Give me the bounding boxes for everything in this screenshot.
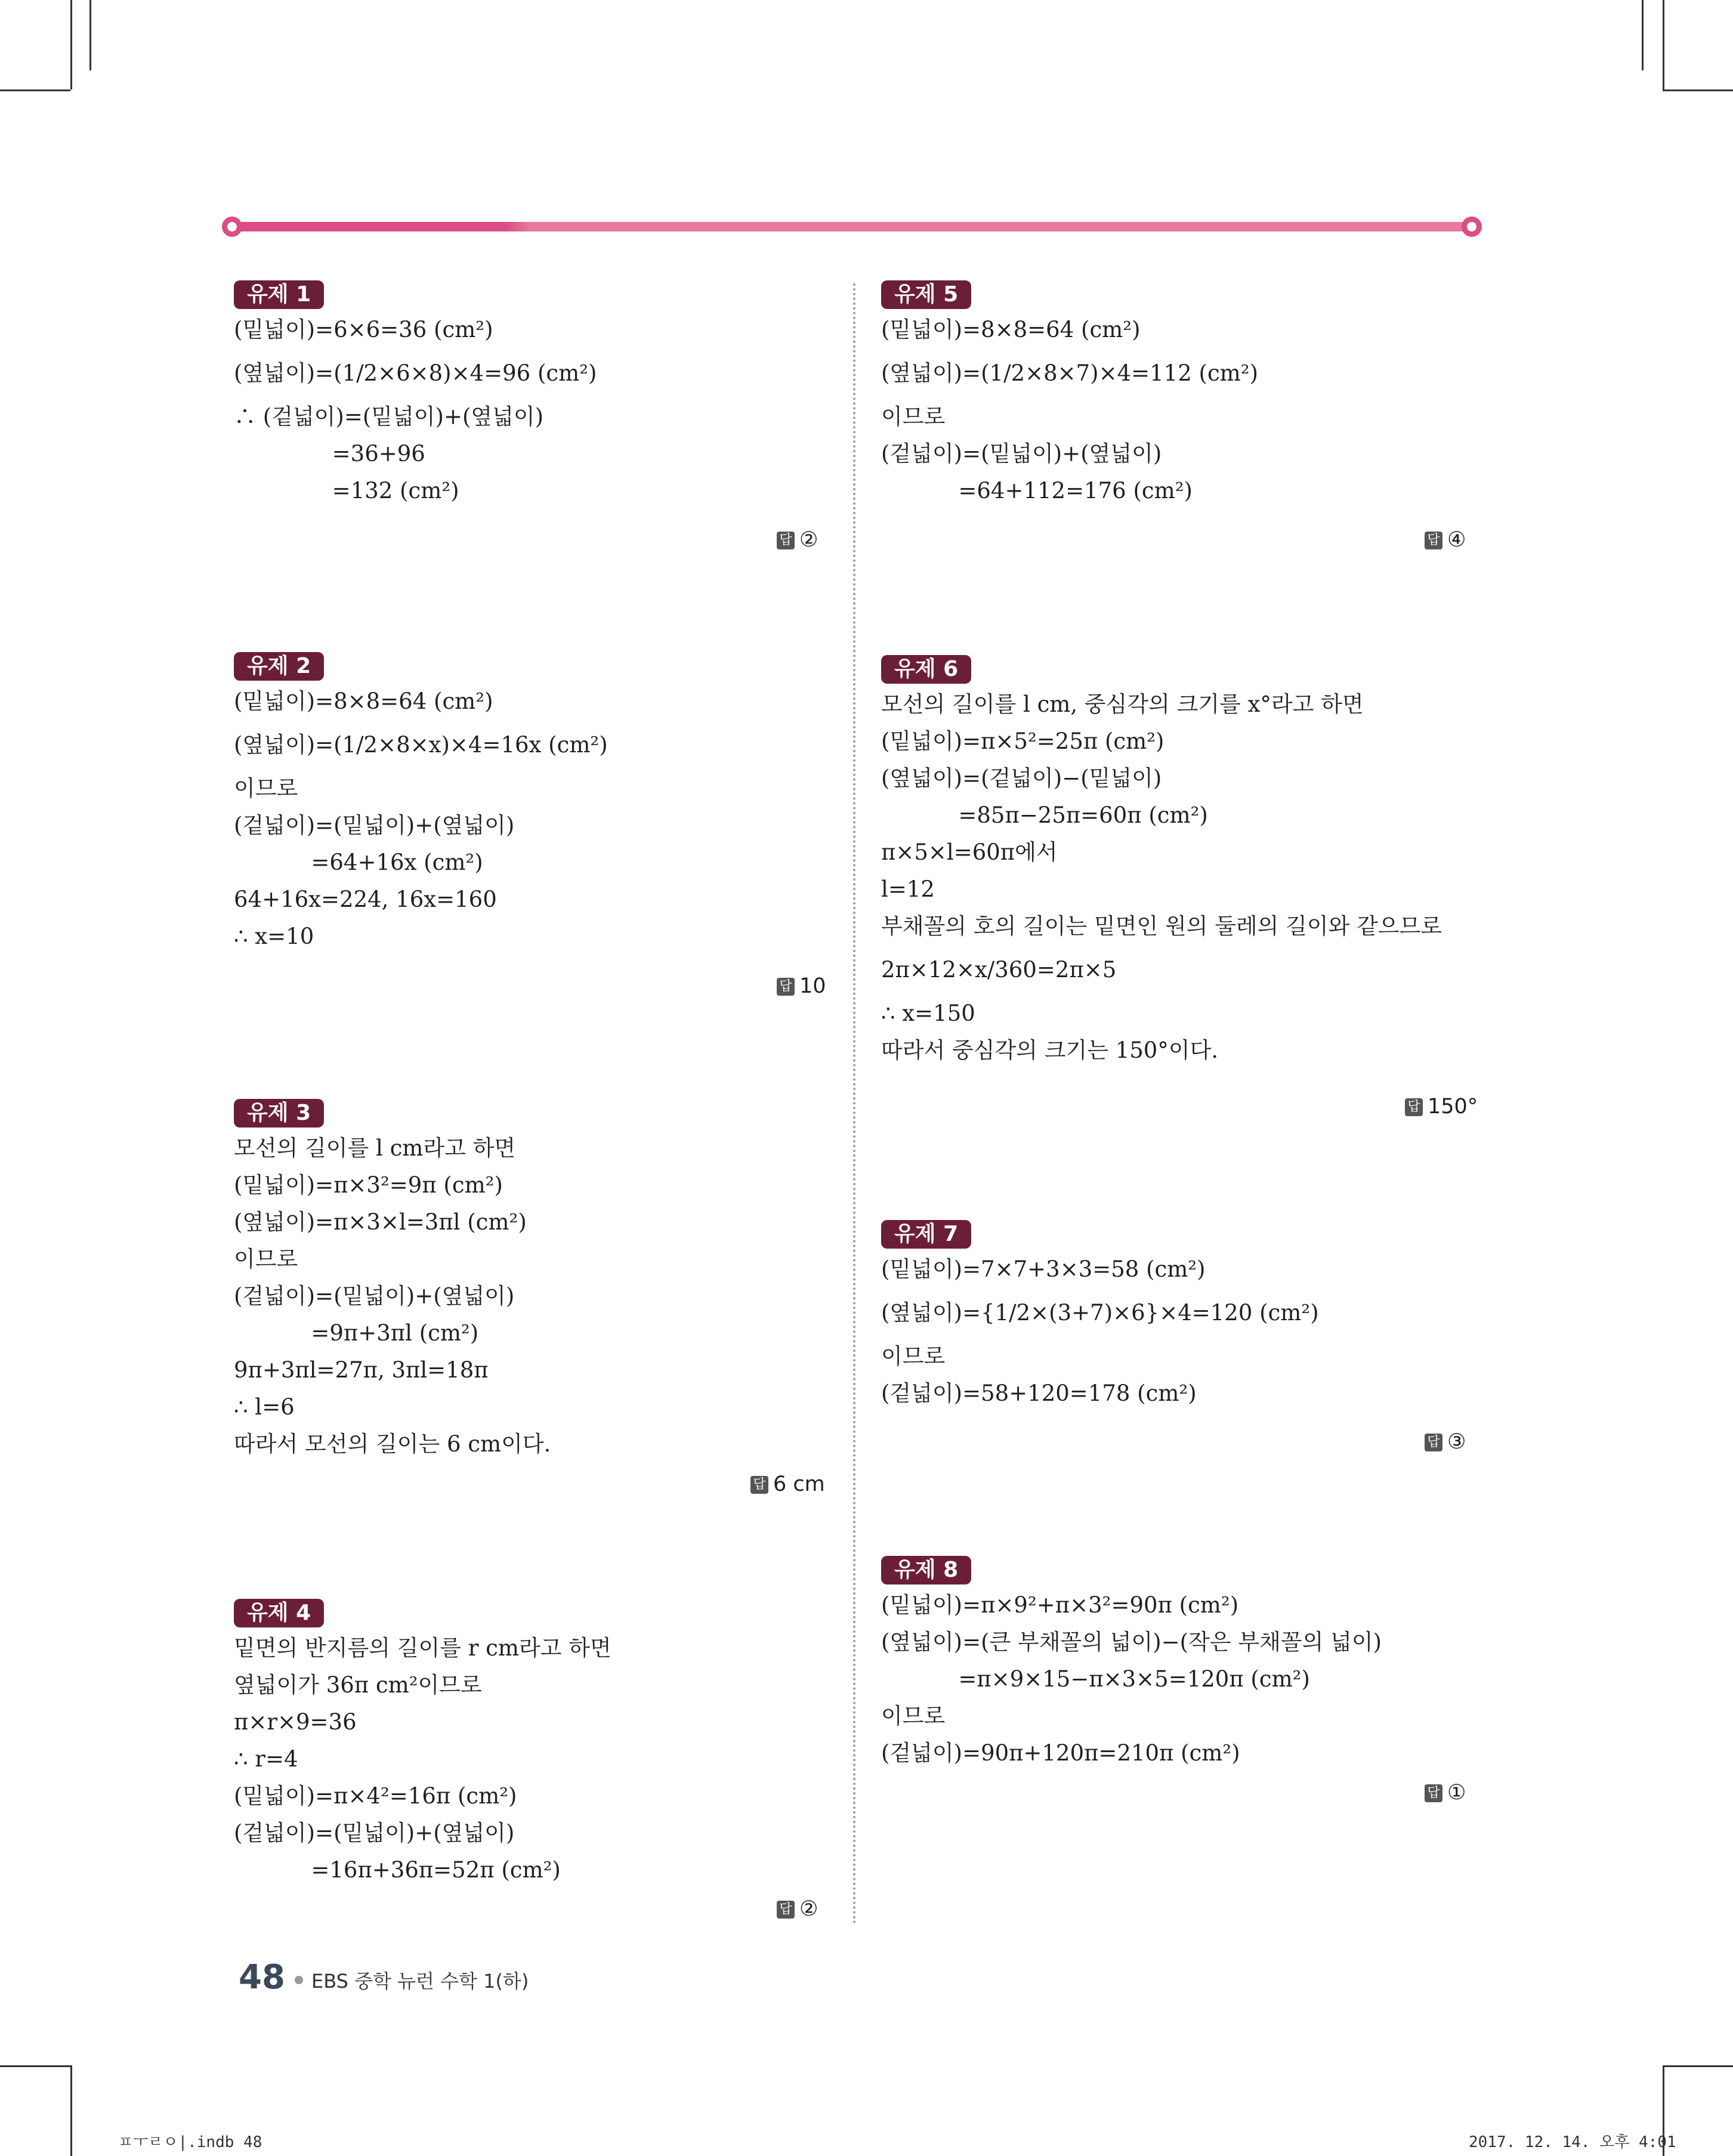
solution-line: ∴ r=4 xyxy=(234,1746,298,1772)
problem-tag: 유제 6 xyxy=(881,655,971,684)
answer xyxy=(777,974,826,998)
solution-line: 64+16x=224, 16x=160 xyxy=(234,887,497,912)
answer-mark-icon: 답 xyxy=(1425,1434,1442,1451)
solution-line: =16π+36π=52π (cm²) xyxy=(234,1857,561,1883)
answer-mark-icon: 답 xyxy=(750,1476,768,1494)
solution-line: =64+112=176 (cm²) xyxy=(881,478,1193,504)
crop-mark xyxy=(70,2065,72,2156)
solution-line: 이므로 xyxy=(234,1246,298,1272)
solution-line: (옆넓이)=(큰 부채꼴의 넓이)−(작은 부채꼴의 넓이) xyxy=(881,1629,1382,1655)
answer-value: ③ xyxy=(1447,1430,1466,1454)
header-bar xyxy=(231,222,1478,231)
solution-line: 2π×12×x/360=2π×5 xyxy=(881,957,1117,983)
answer xyxy=(1405,1095,1478,1119)
answer-value: 6 cm xyxy=(773,1472,825,1496)
print-file-info: ㅍㅜㄹㅇ|.indb 48 xyxy=(118,2133,262,2151)
solution-line: 이므로 xyxy=(881,1703,946,1729)
solution-line: 모선의 길이를 l cm라고 하면 xyxy=(234,1135,516,1161)
solution-line: (옆넓이)=(1/2×6×8)×4=96 (cm²) xyxy=(234,360,597,386)
book-title: EBS 중학 뉴런 수학 1(하) xyxy=(311,1970,529,1993)
solution-line: 이므로 xyxy=(234,776,298,801)
solution-line: 모선의 길이를 l cm, 중심각의 크기를 x°라고 하면 xyxy=(881,691,1364,717)
crop-mark xyxy=(1663,0,1664,89)
problem-tag: 유제 1 xyxy=(234,280,324,309)
crop-mark xyxy=(1642,0,1644,70)
solution-line: (밑넓이)=7×7+3×3=58 (cm²) xyxy=(881,1256,1206,1282)
solution-line: 밑면의 반지름의 길이를 r cm라고 하면 xyxy=(234,1635,611,1661)
problem-2 xyxy=(234,652,608,955)
problem-tag: 유제 8 xyxy=(881,1556,971,1584)
solution-line: (옆넓이)=(1/2×8×7)×4=112 (cm²) xyxy=(881,360,1259,386)
solution-line: ∴ x=150 xyxy=(881,1000,975,1026)
solution-line: 부채꼴의 호의 길이는 밑면인 원의 둘레의 길이와 같으므로 xyxy=(881,913,1442,939)
solution-line: (겉넓이)=58+120=178 (cm²) xyxy=(881,1380,1197,1406)
solution-line: (밑넓이)=8×8=64 (cm²) xyxy=(234,688,493,714)
problem-3 xyxy=(234,1099,551,1463)
answer-value: ② xyxy=(799,528,818,552)
solution-line: π×5×l=60π에서 xyxy=(881,839,1058,865)
problem-1 xyxy=(234,280,597,509)
solution-line: (밑넓이)=π×3²=9π (cm²) xyxy=(234,1172,503,1198)
solution-line: (밑넓이)=8×8=64 (cm²) xyxy=(881,317,1141,342)
problem-6 xyxy=(881,655,1442,1069)
answer-value: 10 xyxy=(799,974,826,998)
solution-line: 이므로 xyxy=(881,404,946,430)
solution-line: (밑넓이)=π×5²=25π (cm²) xyxy=(881,728,1164,754)
problem-7 xyxy=(881,1220,1319,1412)
answer xyxy=(777,528,818,552)
solution-line: (밑넓이)=π×9²+π×3²=90π (cm²) xyxy=(881,1592,1239,1618)
solution-line: =132 (cm²) xyxy=(234,478,459,504)
solution-line: 이므로 xyxy=(881,1343,946,1369)
crop-mark xyxy=(70,0,72,89)
problem-tag: 유제 5 xyxy=(881,280,971,309)
solution-line: ∴ l=6 xyxy=(234,1394,295,1420)
crop-mark xyxy=(0,89,70,91)
problem-tag: 유제 7 xyxy=(881,1220,971,1249)
answer xyxy=(1425,1430,1466,1454)
problem-tag: 유제 3 xyxy=(234,1099,324,1128)
solution-line: (겉넓이)=90π+120π=210π (cm²) xyxy=(881,1740,1240,1766)
solution-line: 따라서 모선의 길이는 6 cm이다. xyxy=(234,1431,551,1457)
problem-4 xyxy=(234,1599,611,1889)
crop-mark xyxy=(1663,89,1733,91)
solution-line: (겉넓이)=(밑넓이)+(옆넓이) xyxy=(234,1820,515,1846)
answer-mark-icon: 답 xyxy=(1425,1784,1442,1802)
solution-line: (옆넓이)=π×3×l=3πl (cm²) xyxy=(234,1209,527,1235)
solution-line: 9π+3πl=27π, 3πl=18π xyxy=(234,1357,489,1383)
header-bar-end-right xyxy=(1462,217,1482,237)
answer-value: ② xyxy=(799,1897,818,1921)
answer-mark-icon: 답 xyxy=(1425,532,1442,549)
crop-mark xyxy=(89,0,91,70)
solution-line: =π×9×15−π×3×5=120π (cm²) xyxy=(881,1666,1310,1692)
solution-line: (옆넓이)=(겉넓이)−(밑넓이) xyxy=(881,765,1162,791)
solution-line: 옆넓이가 36π cm²이므로 xyxy=(234,1672,482,1698)
solution-line: =9π+3πl (cm²) xyxy=(234,1320,479,1346)
answer-value: ① xyxy=(1447,1781,1466,1805)
solution-line: (옆넓이)={1/2×(3+7)×6}×4=120 (cm²) xyxy=(881,1300,1319,1326)
solution-line: ∴ (겉넓이)=(밑넓이)+(옆넓이) xyxy=(234,404,544,430)
column-divider xyxy=(853,283,855,1925)
print-date-info: 2017. 12. 14. 오후 4:01 xyxy=(1469,2133,1676,2151)
problem-tag: 유제 2 xyxy=(234,652,324,681)
solution-line: (겉넓이)=(밑넓이)+(옆넓이) xyxy=(881,441,1162,467)
answer-mark-icon: 답 xyxy=(777,532,795,549)
problem-5 xyxy=(881,280,1258,509)
answer xyxy=(1425,528,1466,552)
solution-line: =64+16x (cm²) xyxy=(234,850,483,875)
problem-8 xyxy=(881,1556,1382,1772)
answer xyxy=(777,1897,818,1921)
solution-line: ∴ x=10 xyxy=(234,923,314,949)
solution-line: =85π−25π=60π (cm²) xyxy=(881,802,1208,828)
answer-mark-icon: 답 xyxy=(777,1901,795,1919)
solution-line: (옆넓이)=(1/2×8×x)×4=16x (cm²) xyxy=(234,732,608,758)
answer-value: 150° xyxy=(1428,1095,1478,1119)
answer-value: ④ xyxy=(1447,528,1466,552)
solution-line: =36+96 xyxy=(234,441,425,467)
header-bar-end-left xyxy=(222,217,242,237)
bullet-icon xyxy=(295,1976,303,1984)
crop-mark xyxy=(1663,2065,1733,2067)
solution-line: 따라서 중심각의 크기는 150°이다. xyxy=(881,1037,1219,1063)
solution-line: π×r×9=36 xyxy=(234,1709,357,1735)
crop-mark xyxy=(0,2065,70,2067)
answer xyxy=(750,1472,825,1496)
solution-line: l=12 xyxy=(881,876,935,902)
solution-line: (밑넓이)=π×4²=16π (cm²) xyxy=(234,1783,517,1809)
answer xyxy=(1425,1781,1466,1805)
solution-line: (겉넓이)=(밑넓이)+(옆넓이) xyxy=(234,1283,515,1309)
answer-mark-icon: 답 xyxy=(777,978,795,996)
problem-tag: 유제 4 xyxy=(234,1599,324,1627)
solution-line: (밑넓이)=6×6=36 (cm²) xyxy=(234,317,493,342)
answer-mark-icon: 답 xyxy=(1405,1098,1423,1116)
solution-line: (겉넓이)=(밑넓이)+(옆넓이) xyxy=(234,813,515,838)
page-number: 48 xyxy=(239,1958,285,1997)
